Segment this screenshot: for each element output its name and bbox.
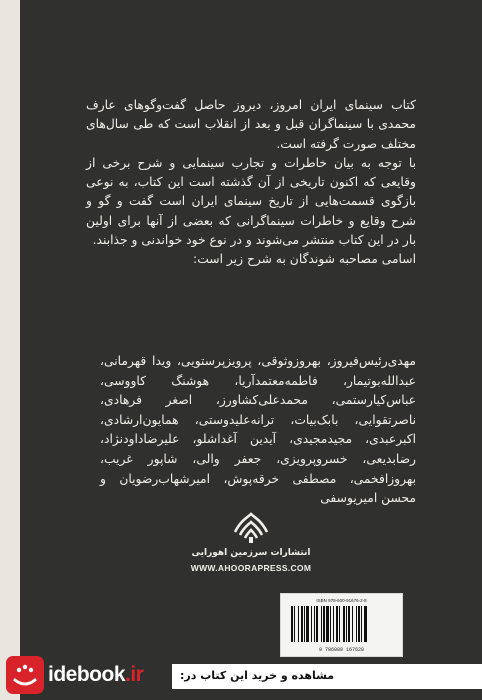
watermark-site-main: idebook	[48, 663, 126, 686]
idebook-logo-icon	[6, 656, 44, 694]
publisher-logo-icon	[233, 512, 269, 544]
publisher-website: WWW.AHOORAPRESS.COM	[190, 563, 312, 573]
intro-paragraph-2: با توجه به بیان خاطرات و تجارب سینمایی و شرح برخی از وقایعی که اکنون تاریخی از آن گذشته است این کتاب، به نوعی بازگوی قسمت‌هایی از تاریخ سینمای ایران است گفت و گو و شرح وقایع و خاطرات سینماگرانی که بعضی از آنها برای اولین بار در این کتاب منتشر می‌شوند و در نوع خود خواندنی و جذابند.	[86, 155, 416, 248]
page-edge	[0, 0, 20, 700]
barcode-label	[280, 593, 403, 657]
watermark-cta-bar[interactable]	[172, 664, 482, 689]
publisher-name: انتشارات سرزمین اهورایی	[191, 548, 311, 558]
barcode-icon	[291, 606, 394, 642]
watermark-site-tld: .ir	[125, 663, 144, 686]
publisher-logo	[20, 512, 482, 544]
watermark-site[interactable]	[48, 663, 143, 687]
back-cover	[20, 0, 482, 700]
isbn-text: ISBN 978-600-91676-2-8	[316, 598, 367, 603]
watermark-banner[interactable]	[0, 654, 482, 700]
intro-paragraph-1: کتاب سینمای ایران امروز، دیروز حاصل گفت‌وگوهای عارف محمدی با سینماگران قبل و بعد از انقلاب است که طی سال‌های مختلف صورت گرفته است.	[86, 98, 416, 151]
watermark-cta: مشاهده و خرید این کتاب در:	[180, 669, 335, 682]
intro-paragraph-3: اسامی مصاحبه شوندگان به شرح زیر است:	[193, 252, 416, 267]
intro-text	[20, 96, 482, 270]
barcode-digits: 9 786009 167628	[318, 647, 364, 653]
interviewee-list: مهدی‌رئیس‌فیروز، بهروزوثوقی، پرویزپرستویی، ویدا قهرمانی، عبدالله‌بوتیمار، فاطمه‌معتمدآریا، هوشنگ کاووسی، عباس‌کیارستمی، محمدعلی‌کشاورز، اصغر فرهادی، ناصرتقوایی، بابک‌بیات، ترانه‌علیدوستی، همایون‌ارشادی، اکبرعبدی، مجیدمجیدی، آیدین آغداشلو، علیرضاداودنژاد، رضابدیعی، خسروپرویزی، جعفر والی، شاپور غریب، بهروزافخمی، مصطفی خرقه‌پوش، امیرشهاب‌رضویان و محسن امیریوسفی	[100, 354, 416, 506]
